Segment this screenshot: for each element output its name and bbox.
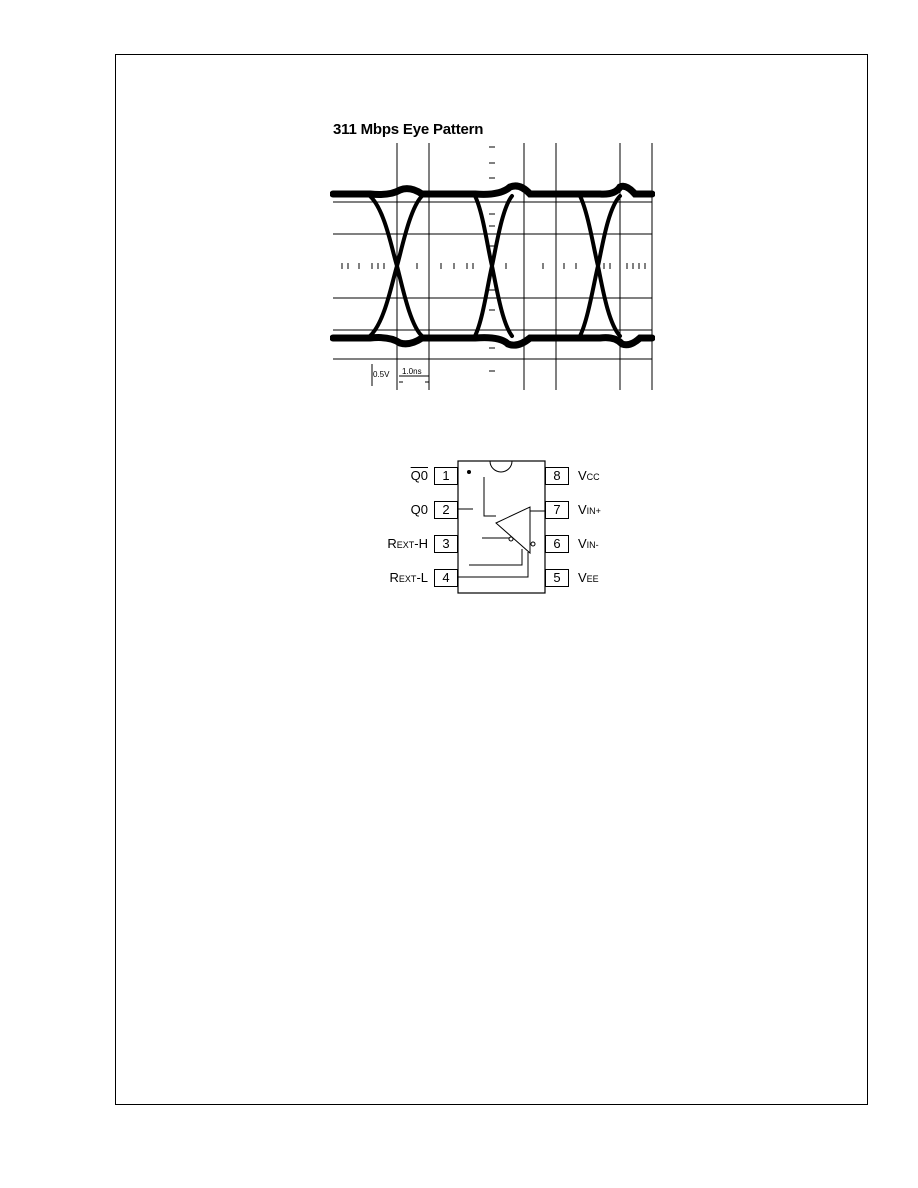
inverting-bubble-b xyxy=(531,542,535,546)
pin-label-1 xyxy=(358,468,428,483)
eye-pattern-plot xyxy=(330,140,655,392)
pin-label-4: REXT-L xyxy=(389,570,428,585)
inverting-bubble-a xyxy=(509,537,513,541)
pin-label-5: VEE xyxy=(578,570,599,585)
eye-vertical-scale-label: 0.5V xyxy=(373,370,390,379)
pin-number-3: 3 xyxy=(434,535,458,553)
pin-label-2 xyxy=(358,502,428,517)
pin-label-6: VIN- xyxy=(578,536,599,551)
pin-label-3: REXT-H xyxy=(387,536,428,551)
pin-label-8: VCC xyxy=(578,468,600,483)
pin-number-4: 4 xyxy=(434,569,458,587)
pin-number-2: 2 xyxy=(434,501,458,519)
pin1-indicator-dot xyxy=(467,470,471,474)
pin-number-5: 5 xyxy=(545,569,569,587)
pin-number-6: 6 xyxy=(545,535,569,553)
pin-label-7: VIN+ xyxy=(578,502,601,517)
eye-grid-vertical xyxy=(397,143,652,390)
eye-horizontal-scale-label: 1.0ns xyxy=(402,367,422,376)
eye-pattern-title: 311 Mbps Eye Pattern xyxy=(333,121,484,138)
pin-number-1: 1 xyxy=(434,467,458,485)
pin-label-2-text: Q0 xyxy=(410,502,428,517)
pin-label-1-text: Q0 xyxy=(410,468,428,483)
pin-number-8: 8 xyxy=(545,467,569,485)
pin-number-7: 7 xyxy=(545,501,569,519)
